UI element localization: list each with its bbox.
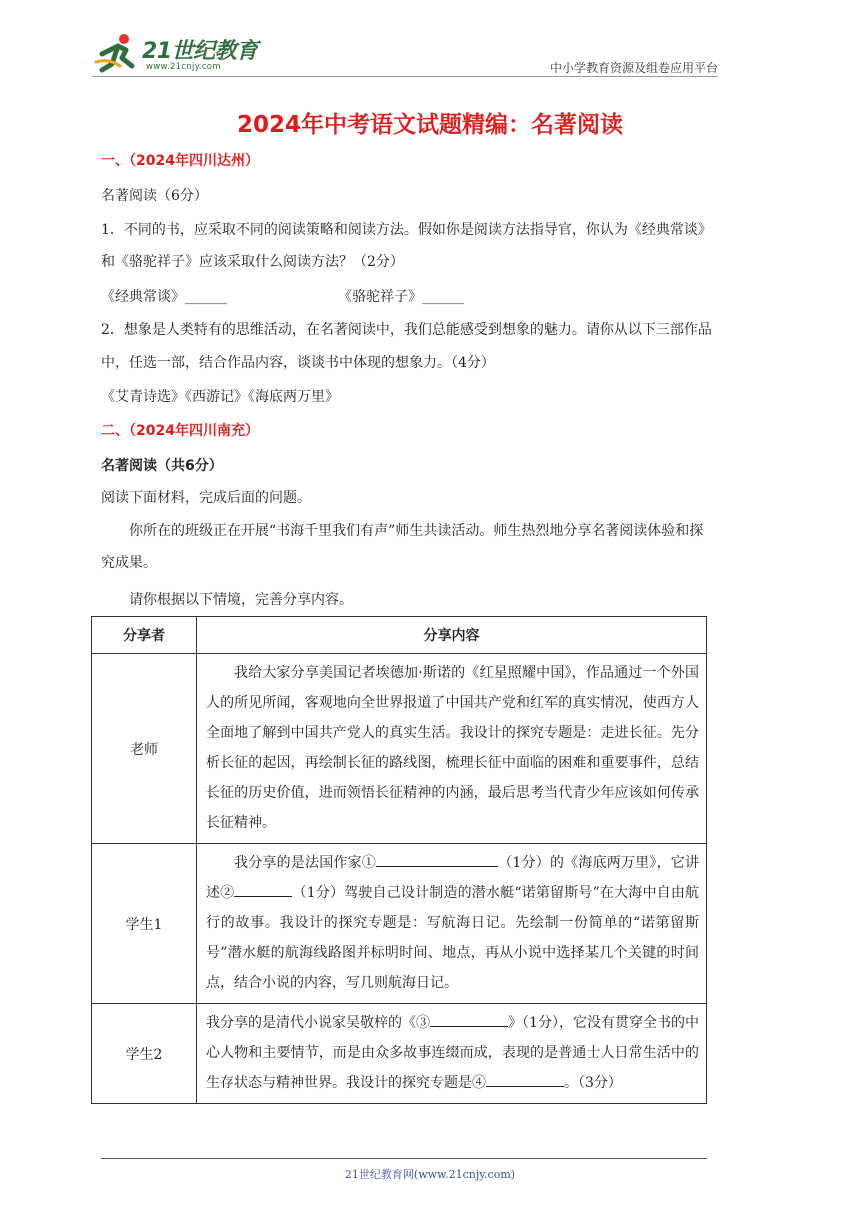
header-divider [92,76,718,77]
footer-text: 21世纪教育网(www.21cnjy.com) [344,1168,516,1181]
content-cell [197,654,707,844]
fill-blank-2[interactable] [234,882,292,897]
section2-heading: 二、（2024年四川南充） [101,423,259,439]
student1-content [198,845,705,1002]
question2-line2: 中，任选一部，结合作品内容，谈谈书中体现的想象力。（4分） [101,355,495,371]
site-logo [94,32,264,76]
table-header-row [92,617,707,654]
answer-blank-b: 《骆驼祥子》______ [338,289,464,305]
content-cell [197,1004,707,1104]
logo-url: www.21cnjy.com [146,62,221,72]
fill-blank-4[interactable] [486,1072,564,1087]
table-row [92,654,707,844]
question1-line2: 和《骆驼祥子》应该采取什么阅读方法？（2分） [101,254,404,270]
section1-heading: 一、（2024年四川达州） [101,153,259,169]
column-header-content: 分享内容 [197,617,707,654]
student1-text-1: 我分享的是法国作家① [234,855,377,871]
question2-books: 《艾青诗选》《西游记》《海底两万里》 [101,389,339,405]
question1-line1: 1．不同的书，应采取不同的阅读策略和阅读方法。假如你是阅读方法指导官，你认为《经典常谈》 [101,222,712,238]
question2-line1: 2．想象是人类特有的思维活动，在名著阅读中，我们总能感受到想象的魅力。请你从以下三部作品 [101,322,712,338]
page-header [92,28,718,80]
footer-divider [101,1158,707,1159]
sharer-teacher: 老师 [92,654,197,844]
sharing-table [91,616,707,1104]
table-row [92,1004,707,1104]
section1-subtitle: 名著阅读（6分） [101,188,208,204]
section2-para1-line2: 究成果。 [101,555,157,571]
page-title: 2024年中考语文试题精编：名著阅读 [236,112,623,138]
runner-icon [94,32,140,76]
table-row [92,844,707,1004]
answer-blank-a: 《经典常谈》______ [101,289,227,305]
fill-blank-3[interactable] [430,1012,508,1027]
student2-text-2: 》（1分），它没有贯穿全书的中心人物和主要情节，而是由众多故事连缀而成，表现的是普通士人日常生活中的生存状态与精神世界。我设计的探究专题是④ [206,1015,699,1091]
logo-text: 21世纪教育 [142,39,258,64]
student2-text-3: 。（3分） [564,1075,622,1091]
section2-para2: 请你根据以下情境，完善分享内容。 [129,592,353,608]
sharer-student1: 学生1 [92,844,197,1004]
student1-text-2: （1分）的《海底两万里》，它讲述② [206,855,699,901]
teacher-content: 我给大家分享美国记者埃德加·斯诺的《红星照耀中国》，作品通过一个外国人的所见所闻，客观地向全世界报道了中国共产党和红军的真实情况，使西方人全面地了解到中国共产党人的真实生活。我设计的探究专题是：走进长征。先分析长征的起因，再绘制长征的路线图，梳理长征中面临的困难和重要事件，总结长征的历史价值，进而领悟长征精神的内涵，最后思考当代青少年应该如何传承长征精神。 [206,665,699,831]
sharer-student2: 学生2 [92,1004,197,1104]
platform-name: 中小学教育资源及组卷应用平台 [549,61,718,75]
section2-subtitle: 名著阅读（共6分） [101,458,223,474]
column-header-sharer: 分享者 [92,617,197,654]
fill-blank-1[interactable] [376,852,498,867]
student2-content [198,1005,705,1102]
student2-text-1: 我分享的是清代小说家吴敬梓的《③ [206,1015,431,1031]
student1-text-3: （1分）驾驶自己设计制造的潜水艇“诺第留斯号”在大海中自由航行的故事。我设计的探究专题是：写航海日记。先绘制一份简单的“诺第留斯号”潜水艇的航海线路图并标明时间、地点，再从小说中选择某几个关键的时间点，结合小说的内容，写几则航海日记。 [206,885,700,991]
section2-intro: 阅读下面材料，完成后面的问题。 [101,490,311,506]
content-cell [197,844,707,1004]
section2-para1-line1: 你所在的班级正在开展“书海千里我们有声”师生共读活动。师生热烈地分享名著阅读体验和探 [129,523,704,539]
